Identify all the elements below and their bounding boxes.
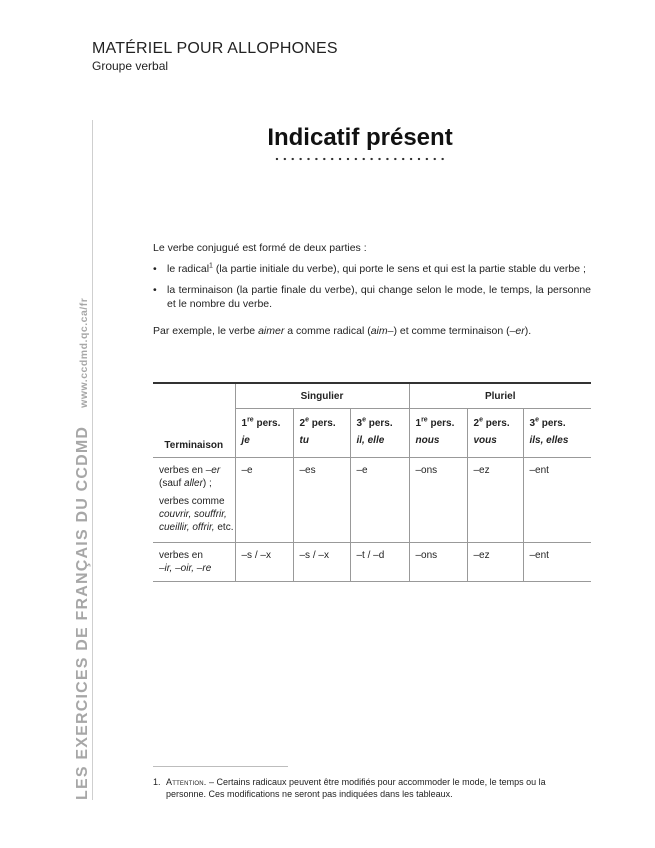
header-title: MATÉRIEL POUR ALLOPHONES [92,40,338,57]
row-label: verbes en –er (sauf aller) ; verbes comme couvrir, souffrir, cueillir, offrir, etc. [153,458,235,543]
row-label: verbes en –ir, –oir, –re [153,543,235,582]
person-header: 2e pers. vous [467,409,523,458]
title-dotted-underline [273,157,446,161]
singular-header: Singulier [235,383,409,409]
table-row [153,543,591,582]
footnote-ref[interactable]: 1 [209,262,213,270]
footnote-label: Attention. [166,777,207,787]
page-title-block [0,124,655,152]
ending-cell: –ez [467,543,523,582]
table-row [153,458,591,543]
ending-cell: –ez [467,458,523,543]
header-subtitle: Groupe verbal [92,59,169,73]
series-url[interactable]: www.ccdmd.qc.ca/fr [78,297,90,408]
ending-cell: –s / –x [293,543,350,582]
ending-cell: –e [235,458,293,543]
footnote-line1: – Certains radicaux peuvent être modifiés pour accommoder le mode, le temps ou la [206,777,546,787]
person-header: 1re pers. nous [409,409,467,458]
ending-cell: –ent [523,458,591,543]
person-header: 1re pers. je [235,409,293,458]
person-header: 3e pers. il, elle [350,409,409,458]
footnote [153,776,591,800]
table-group-header [153,383,591,409]
footnote-number: 1. [153,777,161,787]
footnote-line2: personne. Ces modifications ne seront pas indiquées dans les tableaux. [166,789,453,799]
intro-text [153,241,591,338]
footnote-rule [153,766,288,767]
list-item-terminaison: • la terminaison (la partie finale du verbe), qui change selon le mode, le temps, la personne et le nombre du verbe. [153,283,591,311]
ending-cell: –ent [523,543,591,582]
terminaison-header: Terminaison [153,383,235,458]
series-name: LES EXERCICES DE FRANÇAIS DU CCDMD [74,425,91,800]
sidebar-rule [92,120,93,800]
ending-cell: –e [350,458,409,543]
document-header [92,40,338,73]
vertical-series-label [74,298,92,800]
ending-cell: –es [293,458,350,543]
ending-cell: –ons [409,458,467,543]
ending-cell: –s / –x [235,543,293,582]
plural-header: Pluriel [409,383,591,409]
person-header: 3e pers. ils, elles [523,409,591,458]
example-sentence: Par exemple, le verbe aimer a comme radical (aim–) et comme terminaison (–er). [153,325,532,337]
page-title: Indicatif présent [267,124,453,151]
ending-cell: –ons [409,543,467,582]
ending-cell: –t / –d [350,543,409,582]
person-header: 2e pers. tu [293,409,350,458]
intro-lead: Le verbe conjugué est formé de deux parties : [153,242,367,254]
intro-list [153,262,591,311]
list-item-radical: • le radical$^1$ (la partie initiale du verbe), qui porte le sens et qui est la partie stable du verbe ; [153,262,591,276]
conjugation-table [153,382,591,582]
